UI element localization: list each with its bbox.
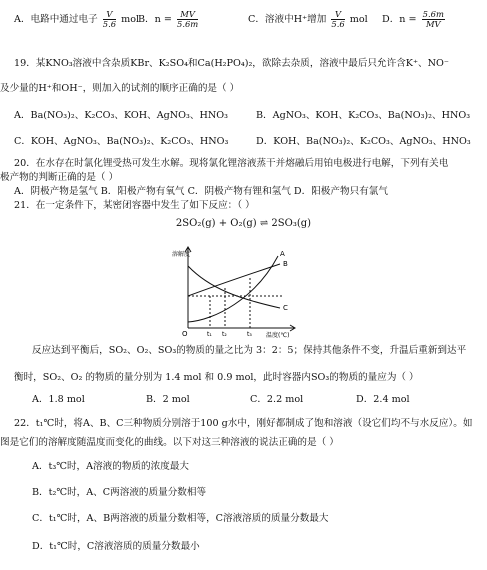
q19-option-c: C．KOH、AgNO₃、Ba(NO₃)₂、K₂CO₃、HNO₃ (14, 136, 229, 147)
q22-option-a: A．t₃℃时，A溶液的物质的浓度最大 (32, 461, 190, 472)
chart-origin-label: O (182, 330, 188, 338)
q18-a-unit: mol (121, 14, 140, 25)
q21-stem-line1: 21．在一定条件下，某密闭容器中发生了如下反应：（ ） (14, 200, 255, 211)
solubility-chart (170, 244, 320, 340)
q18-option-c (248, 10, 368, 29)
chart-y-label: 溶解度 (172, 251, 191, 258)
curve-b (188, 264, 280, 296)
q18-b-prefix: B．n = (138, 14, 172, 25)
q19-stem-line1: 19．某KNO₃溶液中含杂质KBr、K₂SO₄和Ca(H₂PO₄)₂，欲除去杂质，溶液中最后只允许含K⁺、NO⁻ (14, 58, 449, 69)
q21-option-c: C．2.2 mol (250, 394, 304, 405)
q18-option-b (138, 10, 200, 29)
q18-c-prefix: C．溶液中H⁺增加 (248, 14, 327, 25)
chart-tick-t2: t₂ (222, 331, 227, 338)
q19-stem-line2: 及少量的H⁺和OH⁻，则加入的试剂的顺序正确的是（ ） (0, 83, 240, 94)
q22-option-b: B．t₂℃时，A、C两溶液的质量分数相等 (32, 487, 207, 498)
q19-option-a: A．Ba(NO₃)₂、K₂CO₃、KOH、AgNO₃、HNO₃ (14, 110, 228, 121)
q18-b-denominator: 5.6m (176, 19, 199, 29)
q19-option-b: B．AgNO₃、KOH、K₂CO₃、Ba(NO₃)₂、HNO₃ (256, 110, 471, 121)
q19-option-d: D．KOH、Ba(NO₃)₂、K₂CO₃、AgNO₃、HNO₃ (256, 136, 471, 147)
chart-x-label: 温度(℃) (266, 332, 290, 339)
q18-c-unit: mol (349, 14, 368, 25)
q22-option-c: C．t₁℃时，A、B两溶液的质量分数相等，C溶液溶质的质量分数最大 (32, 513, 329, 524)
q21-stem-line3: 衡时，SO₂、O₂ 的物质的量分别为 1.4 mol 和 0.9 mol，此时容器内SO₃的物质的量应为（ ） (14, 372, 419, 383)
q21-option-d: D．2.4 mol (356, 394, 410, 405)
q18-d-denominator: MV (425, 19, 441, 29)
q18-a-fraction (103, 10, 116, 29)
q18-c-fraction (331, 10, 344, 29)
q20-stem-line1: 20．在水存在时氯化锂受热可发生水解。现将氯化锂溶液蒸干并熔融后用铂电极进行电解，下列有关电 (14, 158, 449, 169)
curve-a (188, 256, 278, 322)
q18-option-a (14, 10, 139, 29)
chart-tick-t3: t₃ (247, 331, 252, 338)
q22-stem-line2: 图是它们的溶解度随温度而变化的曲线。以下对这三种溶液的说法正确的是（ ） (0, 437, 339, 448)
q18-c-numerator: V (331, 10, 344, 20)
q22-option-d: D．t₁℃时，C溶液溶质的质量分数最小 (32, 541, 200, 552)
q18-a-prefix: A．电路中通过电子 (14, 14, 98, 25)
q18-a-denominator: 5.6 (102, 19, 117, 29)
q18-c-denominator: 5.6 (331, 19, 345, 29)
curve-b-label: B (283, 260, 288, 268)
q18-b-numerator: MV (177, 10, 198, 20)
curve-c (188, 266, 280, 308)
q18-d-prefix: D．n = (382, 14, 417, 25)
q21-stem-line2: 反应达到平衡后，SO₂、O₂、SO₃的物质的量之比为 3：2：5；保持其他条件不变，升温后重新到达平 (32, 345, 467, 356)
curve-a-label: A (280, 250, 285, 258)
q20-options: A．阴极产物是氢气 B．阳极产物有氧气 C．阴极产物有锂和氢气 D．阳极产物只有氯气 (14, 186, 388, 197)
q22-stem-line1: 22．t₁℃时，将A、B、C三种物质分别溶于100 g水中，刚好都制成了饱和溶液（设它们均不与水反应）。如 (14, 418, 473, 429)
q21-option-b: B．2 mol (146, 394, 190, 405)
q18-d-numerator: 5.6m (422, 9, 444, 19)
curve-c-label: C (283, 304, 288, 312)
q18-b-fraction (177, 10, 198, 29)
chart-tick-t1: t₁ (207, 331, 212, 338)
q20-stem-line2: 极产物的判断正确的是（ ） (0, 172, 119, 183)
q18-d-fraction (422, 10, 445, 29)
q18-option-d (382, 10, 447, 29)
q21-option-a: A．1.8 mol (32, 394, 85, 405)
q18-a-numerator: V (103, 10, 116, 20)
q21-equation: 2SO₂(g) + O₂(g) ⇌ 2SO₃(g) (175, 218, 312, 229)
